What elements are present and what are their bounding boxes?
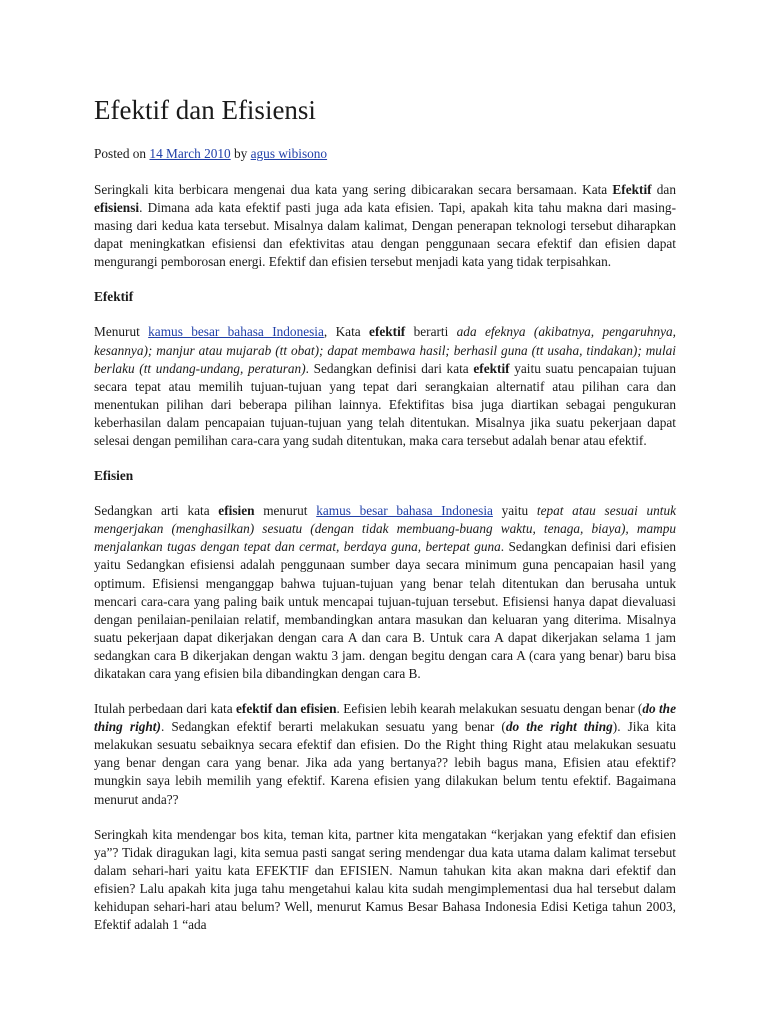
bold-italic-text: do the right thing bbox=[505, 719, 613, 735]
text-run: Seringkah kita mendengar bos kita, teman kita, partner kita mengatakan “kerjakan yang efektif dan efisien ya”? Tidak diragukan lagi, kita semua pasti sangat sering mendengar dua kata utama dalam kalimat tersebut dalam sehari-hari yaitu kata EFEKTIF dan EFISIEN. Namun tahukan kita akan makna dari efektif dan efisien? Lalu apakah kita juga tahu mengetahui kalau kita sudah mengimplementasi dua hal tersebut dalam kehidupan sehari-hari atau belum? Well, menurut Kamus Besar Bahasa Indonesia Edisi Ketiga tahun 2003, Efektif adalah 1 “ada bbox=[94, 826, 676, 933]
text-run: Menurut bbox=[94, 324, 149, 340]
bold-term: efisiensi bbox=[94, 200, 140, 216]
text-run: dan bbox=[651, 182, 676, 197]
article bbox=[94, 92, 676, 951]
difference-paragraph bbox=[94, 700, 676, 809]
closing-paragraph bbox=[94, 826, 676, 935]
bold-italic-text: do the thing right) bbox=[94, 701, 676, 735]
efisien-paragraph bbox=[94, 502, 676, 683]
dictionary-link[interactable]: kamus besar bahasa Indonesia bbox=[148, 324, 324, 340]
by-label: by bbox=[230, 146, 251, 161]
intro-paragraph bbox=[94, 181, 676, 271]
text-run: . Sedangkan efektif berarti melakukan sesuatu yang benar ( bbox=[160, 719, 506, 735]
bold-term: efisien bbox=[218, 503, 255, 519]
text-run: berarti bbox=[405, 324, 457, 340]
bold-term: Efektif bbox=[612, 182, 652, 197]
text-run: . Sedangkan definisi dari kata bbox=[305, 360, 474, 376]
italic-definition: tepat atau sesuai untuk mengerjakan (menghasilkan) sesuatu (dengan tidak membuang-buang waktu, tenaga, biaya), mampu menjalankan tugas dengan tepat dan cermat, berdaya guna, bertepat guna bbox=[94, 503, 676, 555]
text-run: ). Jika kita melakukan sesuatu sebaiknya secara efektif dan efisien. Do the Right thing Right atau melakukan sesuatu yang benar dengan cara yang benar. Jika ada yang bertanya?? lebih bagus mana, Efisien atau efektif? mungkin saya lebih memilih yang efektif. Karena efisien yang dilakukan belum tentu efektif. Bagaimana menurut anda?? bbox=[94, 719, 677, 807]
text-run: , Kata bbox=[323, 324, 370, 340]
posted-on-label: Posted on bbox=[94, 146, 150, 161]
text-run: yaitu bbox=[492, 503, 537, 519]
article-title: Efektif dan Efisiensi bbox=[94, 95, 316, 125]
author-link[interactable]: agus wibisono bbox=[250, 146, 328, 161]
heading-efektif: Efektif bbox=[94, 289, 134, 305]
text-run: Sedangkan arti kata bbox=[94, 503, 219, 519]
efektif-paragraph bbox=[94, 323, 676, 450]
bold-term: efektif dan efisien bbox=[235, 701, 337, 717]
post-meta bbox=[94, 145, 676, 163]
text-run: Itulah perbedaan dari kata bbox=[94, 701, 236, 717]
post-date-link[interactable]: 14 March 2010 bbox=[149, 146, 231, 161]
bold-term: efektif bbox=[369, 324, 406, 340]
text-run: yaitu suatu pencapaian tujuan secara tepat atau memilih tujuan-tujuan yang tepat dari serangkaian alternatif atau pilihan cara dan menentukan pilihan dari beberapa pilihan lainnya. Efektifitas bisa juga diartikan sebagai pengukuran keberhasilan dalam pencapaian tujuan-tujuan yang telah ditentukan. Misalnya jika suatu pekerjaan dapat selesai dengan pemilihan cara-cara yang sudah ditentukan, maka cara tersebut adalah benar atau efektif. bbox=[94, 360, 676, 449]
text-run: Seringkali kita berbicara mengenai dua kata yang sering dibicarakan secara bersamaan. Kata bbox=[94, 182, 613, 197]
heading-efisien: Efisien bbox=[94, 468, 134, 484]
text-run: . Sedangkan definisi dari efisien yaitu Sedangkan efisiensi adalah penggunaan sumber daya secara minimum guna pencapaian hasil yang optimum. Efisiensi menganggap bahwa tujuan-tujuan yang benar telah ditentukan dan berusaha untuk mencari cara-cara yang paling baik untuk mencapai tujuan-tujuan tersebut. Efisiensi hanya dapat dievaluasi dengan penilaian-penilaian relatif, membandingkan antara masukan dan keluaran yang diterima. Misalnya suatu pekerjaan dapat dikerjakan dengan cara A dan cara B. Untuk cara A dapat dikerjakan selama 1 jam sedangkan cara B dikerjakan dengan waktu 3 jam. dengan begitu dengan cara A (cara yang benar) baru bisa dikatakan cara yang efisien bila dibandingkan dengan cara B. bbox=[94, 539, 677, 681]
bold-italic-phrase bbox=[506, 719, 613, 734]
dictionary-link[interactable]: kamus besar bahasa Indonesia bbox=[316, 503, 493, 519]
bold-term: efektif bbox=[473, 360, 510, 376]
italic-definition: ada efeknya (akibatnya, pengaruhnya, kesannya); manjur atau mujarab (tt obat); dapat membawa hasil; berhasil guna (tt usaha, tindakan); mulai berlaku (tt undang-undang, peraturan) bbox=[94, 324, 676, 376]
text-run: . Eefisien lebih kearah melakukan sesuatu dengan benar ( bbox=[336, 701, 643, 717]
text-run: menurut bbox=[254, 503, 317, 519]
text-run: . Dimana ada kata efektif pasti juga ada kata efisien. Tapi, apakah kita tahu makna dari masing-masing dari kedua kata tersebut. Misalnya dalam kalimat, Dengan penerapan teknologi tersebut diharapkan dapat meningkatkan efisiensi dan efektivitas atau dengan penggunaan secara efektif dan efisien dapat mengurangi pemborosan energi. Efektif dan efisien tersebut menjadi kata yang tidak terpisahkan. bbox=[94, 200, 676, 270]
